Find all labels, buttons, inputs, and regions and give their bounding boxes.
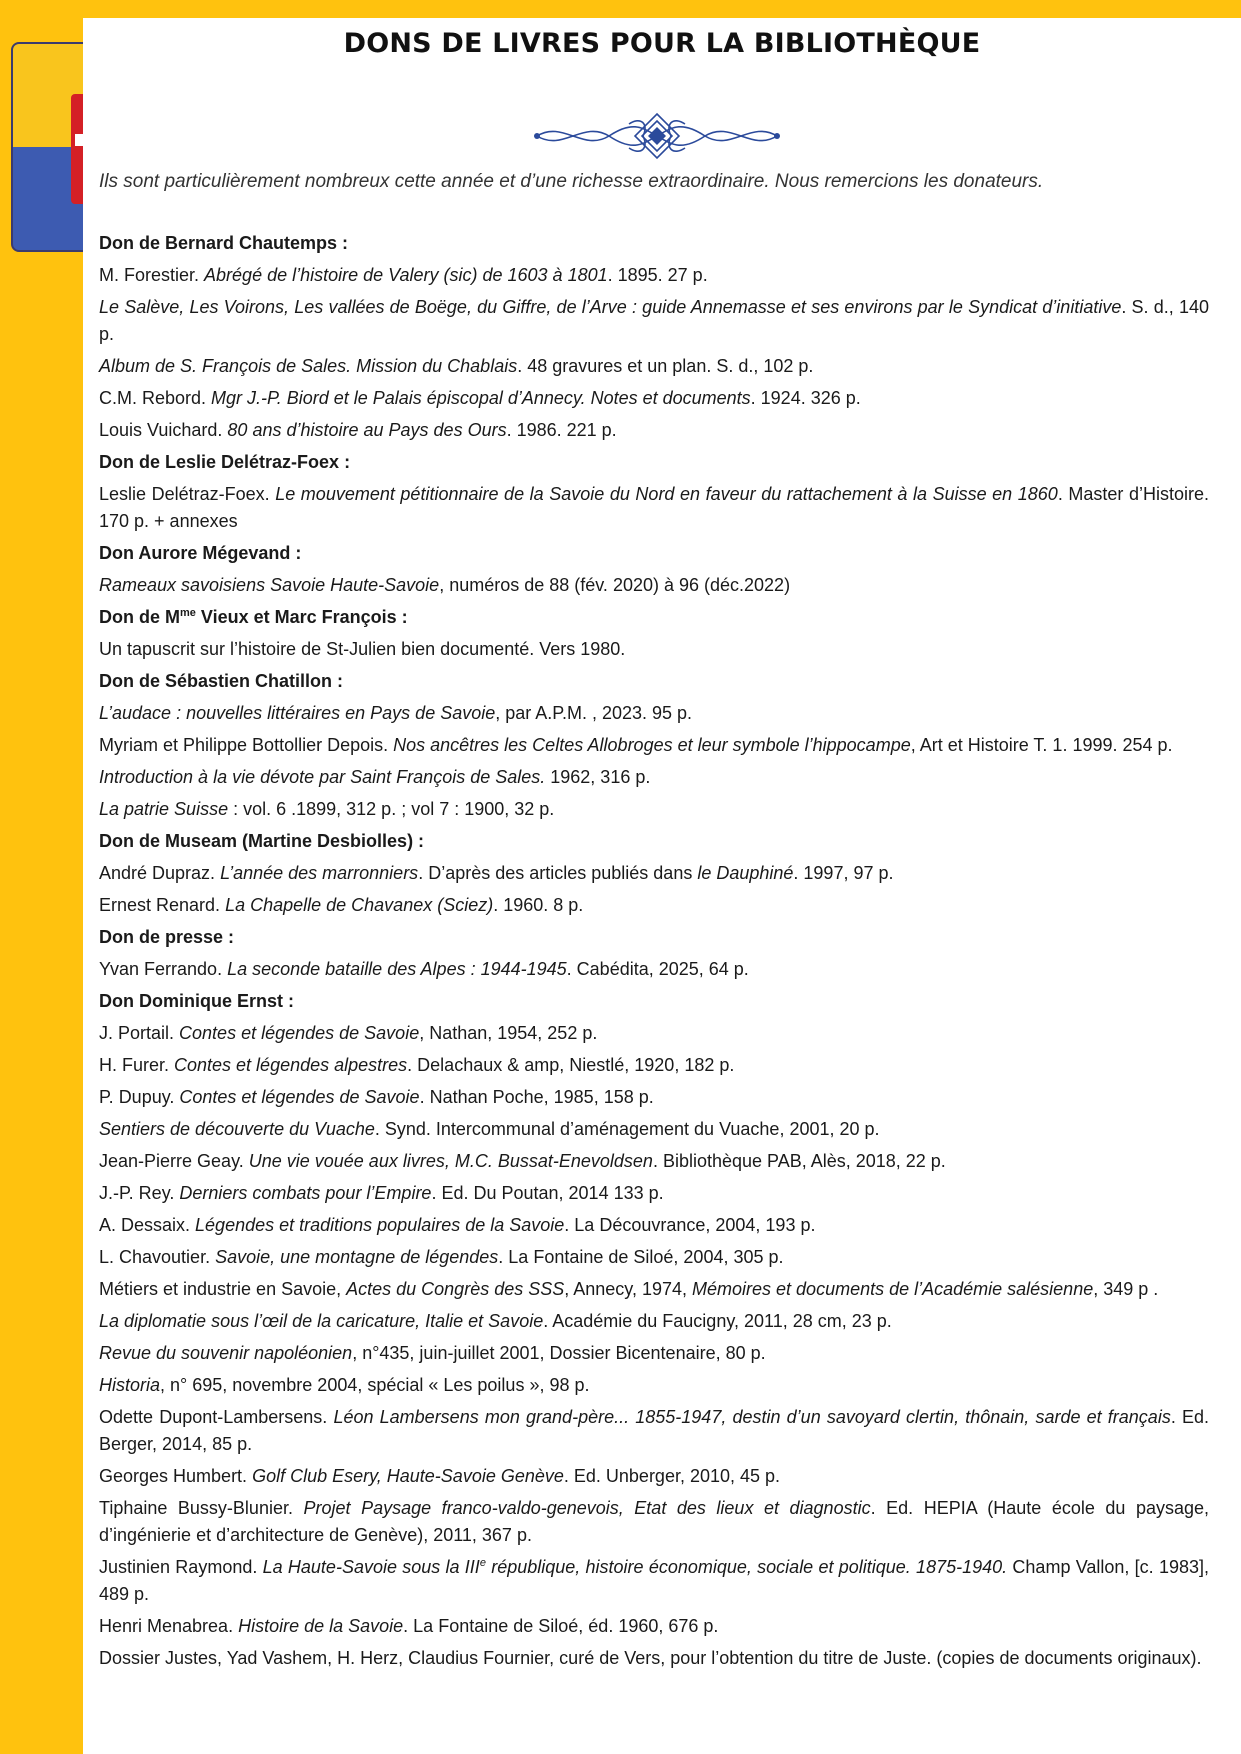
entry-text: André Dupraz. — [99, 863, 221, 883]
entry-text: Historia — [99, 1375, 161, 1395]
donations-list — [99, 230, 1209, 1677]
entry-text: . Ed. Unberger, 2010, 45 p. — [563, 1466, 781, 1486]
entry-text: L’année des marronniers — [220, 863, 419, 883]
entry-text: Projet Paysage franco-valdo-genevois, Etat des lieux et diagnostic — [303, 1498, 871, 1518]
entry-text: le Dauphiné — [697, 863, 794, 883]
entry-text: Rameaux savoisiens Savoie Haute-Savoie — [99, 575, 440, 595]
entry-text: C.M. Rebord. — [99, 388, 212, 408]
entry-text: Tiphaine Bussy-Blunier. — [99, 1498, 304, 1518]
entry-text: . 1960. 8 p. — [493, 895, 584, 915]
book-entry — [99, 1463, 1209, 1490]
donor-heading — [99, 924, 1209, 951]
entry-text: Savoie, une montagne de légendes — [215, 1247, 499, 1267]
book-entry — [99, 262, 1209, 289]
entry-text: J. Portail. — [99, 1023, 180, 1043]
book-entry — [99, 1554, 1209, 1608]
entry-text: . La Fontaine de Siloé, 2004, 305 p. — [498, 1247, 784, 1267]
entry-text: Golf Club Esery, Haute-Savoie Genève — [252, 1466, 564, 1486]
entry-text: . Nathan Poche, 1985, 158 p. — [419, 1087, 654, 1107]
intro-text: Ils sont particulièrement nombreux cette année et d’une richesse extraordinaire. Nous remercions les donateurs. — [99, 171, 1044, 192]
donor-heading — [99, 230, 1209, 257]
book-entry — [99, 1148, 1209, 1175]
entry-text: Légendes et traditions populaires de la Savoie — [195, 1215, 565, 1235]
entry-text: Introduction à la vie dévote par Saint François de Sales. — [99, 767, 546, 787]
book-entry — [99, 1052, 1209, 1079]
book-entry — [99, 636, 1209, 663]
entry-text: Don Dominique Ernst : — [99, 991, 294, 1011]
entry-text: Contes et légendes de Savoie — [179, 1087, 420, 1107]
entry-text: Album de S. François de Sales. Mission du Chablais — [99, 356, 518, 376]
book-entry — [99, 892, 1209, 919]
entry-text: La diplomatie sous l’œil de la caricature, Italie et Savoie — [99, 1311, 544, 1331]
entry-text: , 349 p . — [1093, 1279, 1159, 1299]
entry-text: . La Fontaine de Siloé, éd. 1960, 676 p. — [403, 1616, 719, 1636]
entry-text: Derniers combats pour l’Empire — [179, 1183, 432, 1203]
entry-text: Actes du Congrès des SSS — [346, 1279, 565, 1299]
entry-text: . 1924. 326 p. — [750, 388, 861, 408]
book-entry — [99, 385, 1209, 412]
entry-text: Myriam et Philippe Bottollier Depois. — [99, 735, 394, 755]
entry-text: , n°435, juin-juillet 2001, Dossier Bicentenaire, 80 p. — [352, 1343, 766, 1363]
book-entry — [99, 796, 1209, 823]
entry-text: e — [479, 1557, 486, 1569]
donor-heading — [99, 988, 1209, 1015]
entry-text: Léon Lambersens mon grand-père... 1855-1947, destin d’un savoyard clertin, thônain, sarde et français — [333, 1407, 1171, 1427]
entry-text: . 1986. 221 p. — [506, 420, 617, 440]
book-entry — [99, 481, 1209, 535]
entry-text: Nos ancêtres les Celtes Allobroges et leur symbole l’hippocampe — [393, 735, 911, 755]
entry-text: Un tapuscrit sur l’histoire de St-Julien bien documenté. Vers 1980. — [99, 639, 626, 659]
entry-text: Odette Dupont-Lambersens. — [99, 1407, 334, 1427]
entry-text: , Art et Histoire T. 1. 1999. 254 p. — [910, 735, 1173, 755]
entry-text: . Ed. Berger, 2014, 85 p. — [99, 1407, 1210, 1454]
book-entry — [99, 764, 1209, 791]
book-entry — [99, 1340, 1209, 1367]
book-entry — [99, 1404, 1209, 1458]
entry-text: Don de M — [99, 607, 180, 627]
entry-text: . Ed. Du Poutan, 2014 133 p. — [431, 1183, 664, 1203]
book-entry — [99, 353, 1209, 380]
entry-text: 1962, 316 p. — [545, 767, 651, 787]
book-entry — [99, 1308, 1209, 1335]
entry-text: république, histoire économique, sociale et politique. 1875-1940. — [485, 1557, 1008, 1577]
entry-text: Métiers et industrie en Savoie, — [99, 1279, 347, 1299]
entry-text: A. Dessaix. — [99, 1215, 196, 1235]
entry-text: Abrégé de l’histoire de Valery (sic) de 1603 à 1801 — [204, 265, 608, 285]
donor-heading — [99, 668, 1209, 695]
entry-text: me — [180, 607, 196, 619]
book-entry — [99, 700, 1209, 727]
entry-text: 80 ans d’histoire au Pays des Ours — [227, 420, 507, 440]
entry-text: J.-P. Rey. — [99, 1183, 180, 1203]
entry-text: . 48 gravures et un plan. S. d., 102 p. — [517, 356, 814, 376]
book-entry — [99, 1495, 1209, 1549]
book-entry — [99, 1244, 1209, 1271]
entry-text: Don Aurore Mégevand : — [99, 543, 302, 563]
book-entry — [99, 860, 1209, 887]
entry-text: , numéros de 88 (fév. 2020) à 96 (déc.2022) — [439, 575, 791, 595]
book-entry — [99, 1212, 1209, 1239]
entry-text: Une vie vouée aux livres, M.C. Bussat-Enevoldsen — [248, 1151, 653, 1171]
entry-text: . Académie du Faucigny, 2011, 28 cm, 23 p. — [543, 1311, 892, 1331]
entry-text: La patrie Suisse — [99, 799, 229, 819]
entry-text: Histoire de la Savoie — [238, 1616, 404, 1636]
entry-text: . Synd. Intercommunal d’aménagement du Vuache, 2001, 20 p. — [374, 1119, 880, 1139]
entry-text: Don de Leslie Delétraz-Foex : — [99, 452, 351, 472]
entry-text: M. Forestier. — [99, 265, 205, 285]
entry-text: . Cabédita, 2025, 64 p. — [566, 959, 749, 979]
entry-text: . 1895. 27 p. — [607, 265, 708, 285]
entry-text: Jean-Pierre Geay. — [99, 1151, 249, 1171]
entry-text: Champ Vallon, [c. 1983], 489 p. — [99, 1557, 1209, 1604]
entry-text: . S. d., 140 p. — [99, 297, 1209, 344]
book-entry — [99, 1020, 1209, 1047]
entry-text: : vol. 6 .1899, 312 p. ; vol 7 : 1900, 32 p. — [228, 799, 555, 819]
entry-text: Georges Humbert. — [99, 1466, 253, 1486]
entry-text: Henri Menabrea. — [99, 1616, 239, 1636]
entry-text: Ernest Renard. — [99, 895, 226, 915]
document-page — [83, 18, 1241, 1754]
entry-text: L’audace : nouvelles littéraires en Pays de Savoie — [99, 703, 496, 723]
entry-text: . 1997, 97 p. — [793, 863, 894, 883]
entry-text: Contes et légendes alpestres — [174, 1055, 408, 1075]
entry-text: Le mouvement pétitionnaire de la Savoie du Nord en faveur du rattachement à la Suisse en 1860 — [275, 484, 1058, 504]
book-entry — [99, 572, 1209, 599]
entry-text: Sentiers de découverte du Vuache — [99, 1119, 375, 1139]
book-entry — [99, 1084, 1209, 1111]
donor-heading — [99, 540, 1209, 567]
entry-text: Revue du souvenir napoléonien — [99, 1343, 353, 1363]
entry-text: Don de Museam (Martine Desbiolles) : — [99, 831, 425, 851]
entry-text: Don de Bernard Chautemps — [99, 233, 338, 253]
entry-text: Don de presse : — [99, 927, 235, 947]
entry-text: . Delachaux & amp, Niestlé, 1920, 182 p. — [407, 1055, 735, 1075]
entry-text: Justinien Raymond. — [99, 1557, 263, 1577]
book-entry — [99, 732, 1209, 759]
page-title: DONS DE LIVRES POUR LA BIBLIOTHÈQUE — [343, 28, 981, 59]
book-entry — [99, 1613, 1209, 1640]
entry-text: H. Furer. — [99, 1055, 175, 1075]
donor-heading — [99, 604, 1209, 631]
entry-text: L. Chavoutier. — [99, 1247, 216, 1267]
entry-text: Dossier Justes, Yad Vashem, H. Herz, Claudius Fournier, curé de Vers, pour l’obtention du titre de Juste. (copies de documents originaux). — [99, 1648, 1202, 1668]
donor-heading — [99, 828, 1209, 855]
book-entry — [99, 956, 1209, 983]
book-entry — [99, 1372, 1209, 1399]
entry-text: : — [337, 233, 349, 253]
book-entry — [99, 294, 1209, 348]
entry-text: . La Découvrance, 2004, 193 p. — [564, 1215, 816, 1235]
entry-text: Vieux et Marc François : — [195, 607, 408, 627]
entry-text: , Nathan, 1954, 252 p. — [419, 1023, 598, 1043]
decorative-divider-icon — [533, 90, 781, 182]
entry-text: , par A.P.M. , 2023. 95 p. — [495, 703, 693, 723]
entry-text: La Haute-Savoie sous la III — [262, 1557, 480, 1577]
book-entry — [99, 417, 1209, 444]
entry-text: Mémoires et documents de l’Académie salésienne — [692, 1279, 1094, 1299]
entry-text: La Chapelle de Chavanex (Sciez) — [225, 895, 494, 915]
entry-text: Leslie Delétraz-Foex. — [99, 484, 276, 504]
entry-text: Mgr J.-P. Biord et le Palais épiscopal d’Annecy. Notes et documents — [211, 388, 751, 408]
entry-text: . D’après des articles publiés dans — [418, 863, 698, 883]
book-entry — [99, 1116, 1209, 1143]
entry-text: , n° 695, novembre 2004, spécial « Les poilus », 98 p. — [160, 1375, 590, 1395]
entry-text: Le Salève, Les Voirons, Les vallées de Boëge, du Giffre, de l’Arve : guide Annemasse et ses environs par le Syndicat d’initiative — [99, 297, 1122, 317]
entry-text: . Bibliothèque PAB, Alès, 2018, 22 p. — [652, 1151, 946, 1171]
entry-text: Louis Vuichard. — [99, 420, 228, 440]
entry-text: . Master d’Histoire. 170 p. + annexes — [99, 484, 1209, 531]
book-entry — [99, 1645, 1209, 1672]
book-entry — [99, 1180, 1209, 1207]
entry-text: Don de Sébastien Chatillon : — [99, 671, 344, 691]
entry-text: P. Dupuy. — [99, 1087, 180, 1107]
entry-text: Yvan Ferrando. — [99, 959, 228, 979]
entry-text: La seconde bataille des Alpes : 1944-1945 — [227, 959, 567, 979]
donor-heading — [99, 449, 1209, 476]
entry-text: , Annecy, 1974, — [564, 1279, 693, 1299]
entry-text: . Ed. HEPIA (Haute école du paysage, d’ingénierie et d’architecture de Genève), 2011, 367 p. — [99, 1498, 1210, 1545]
entry-text: Contes et légendes de Savoie — [179, 1023, 420, 1043]
book-entry — [99, 1276, 1209, 1303]
